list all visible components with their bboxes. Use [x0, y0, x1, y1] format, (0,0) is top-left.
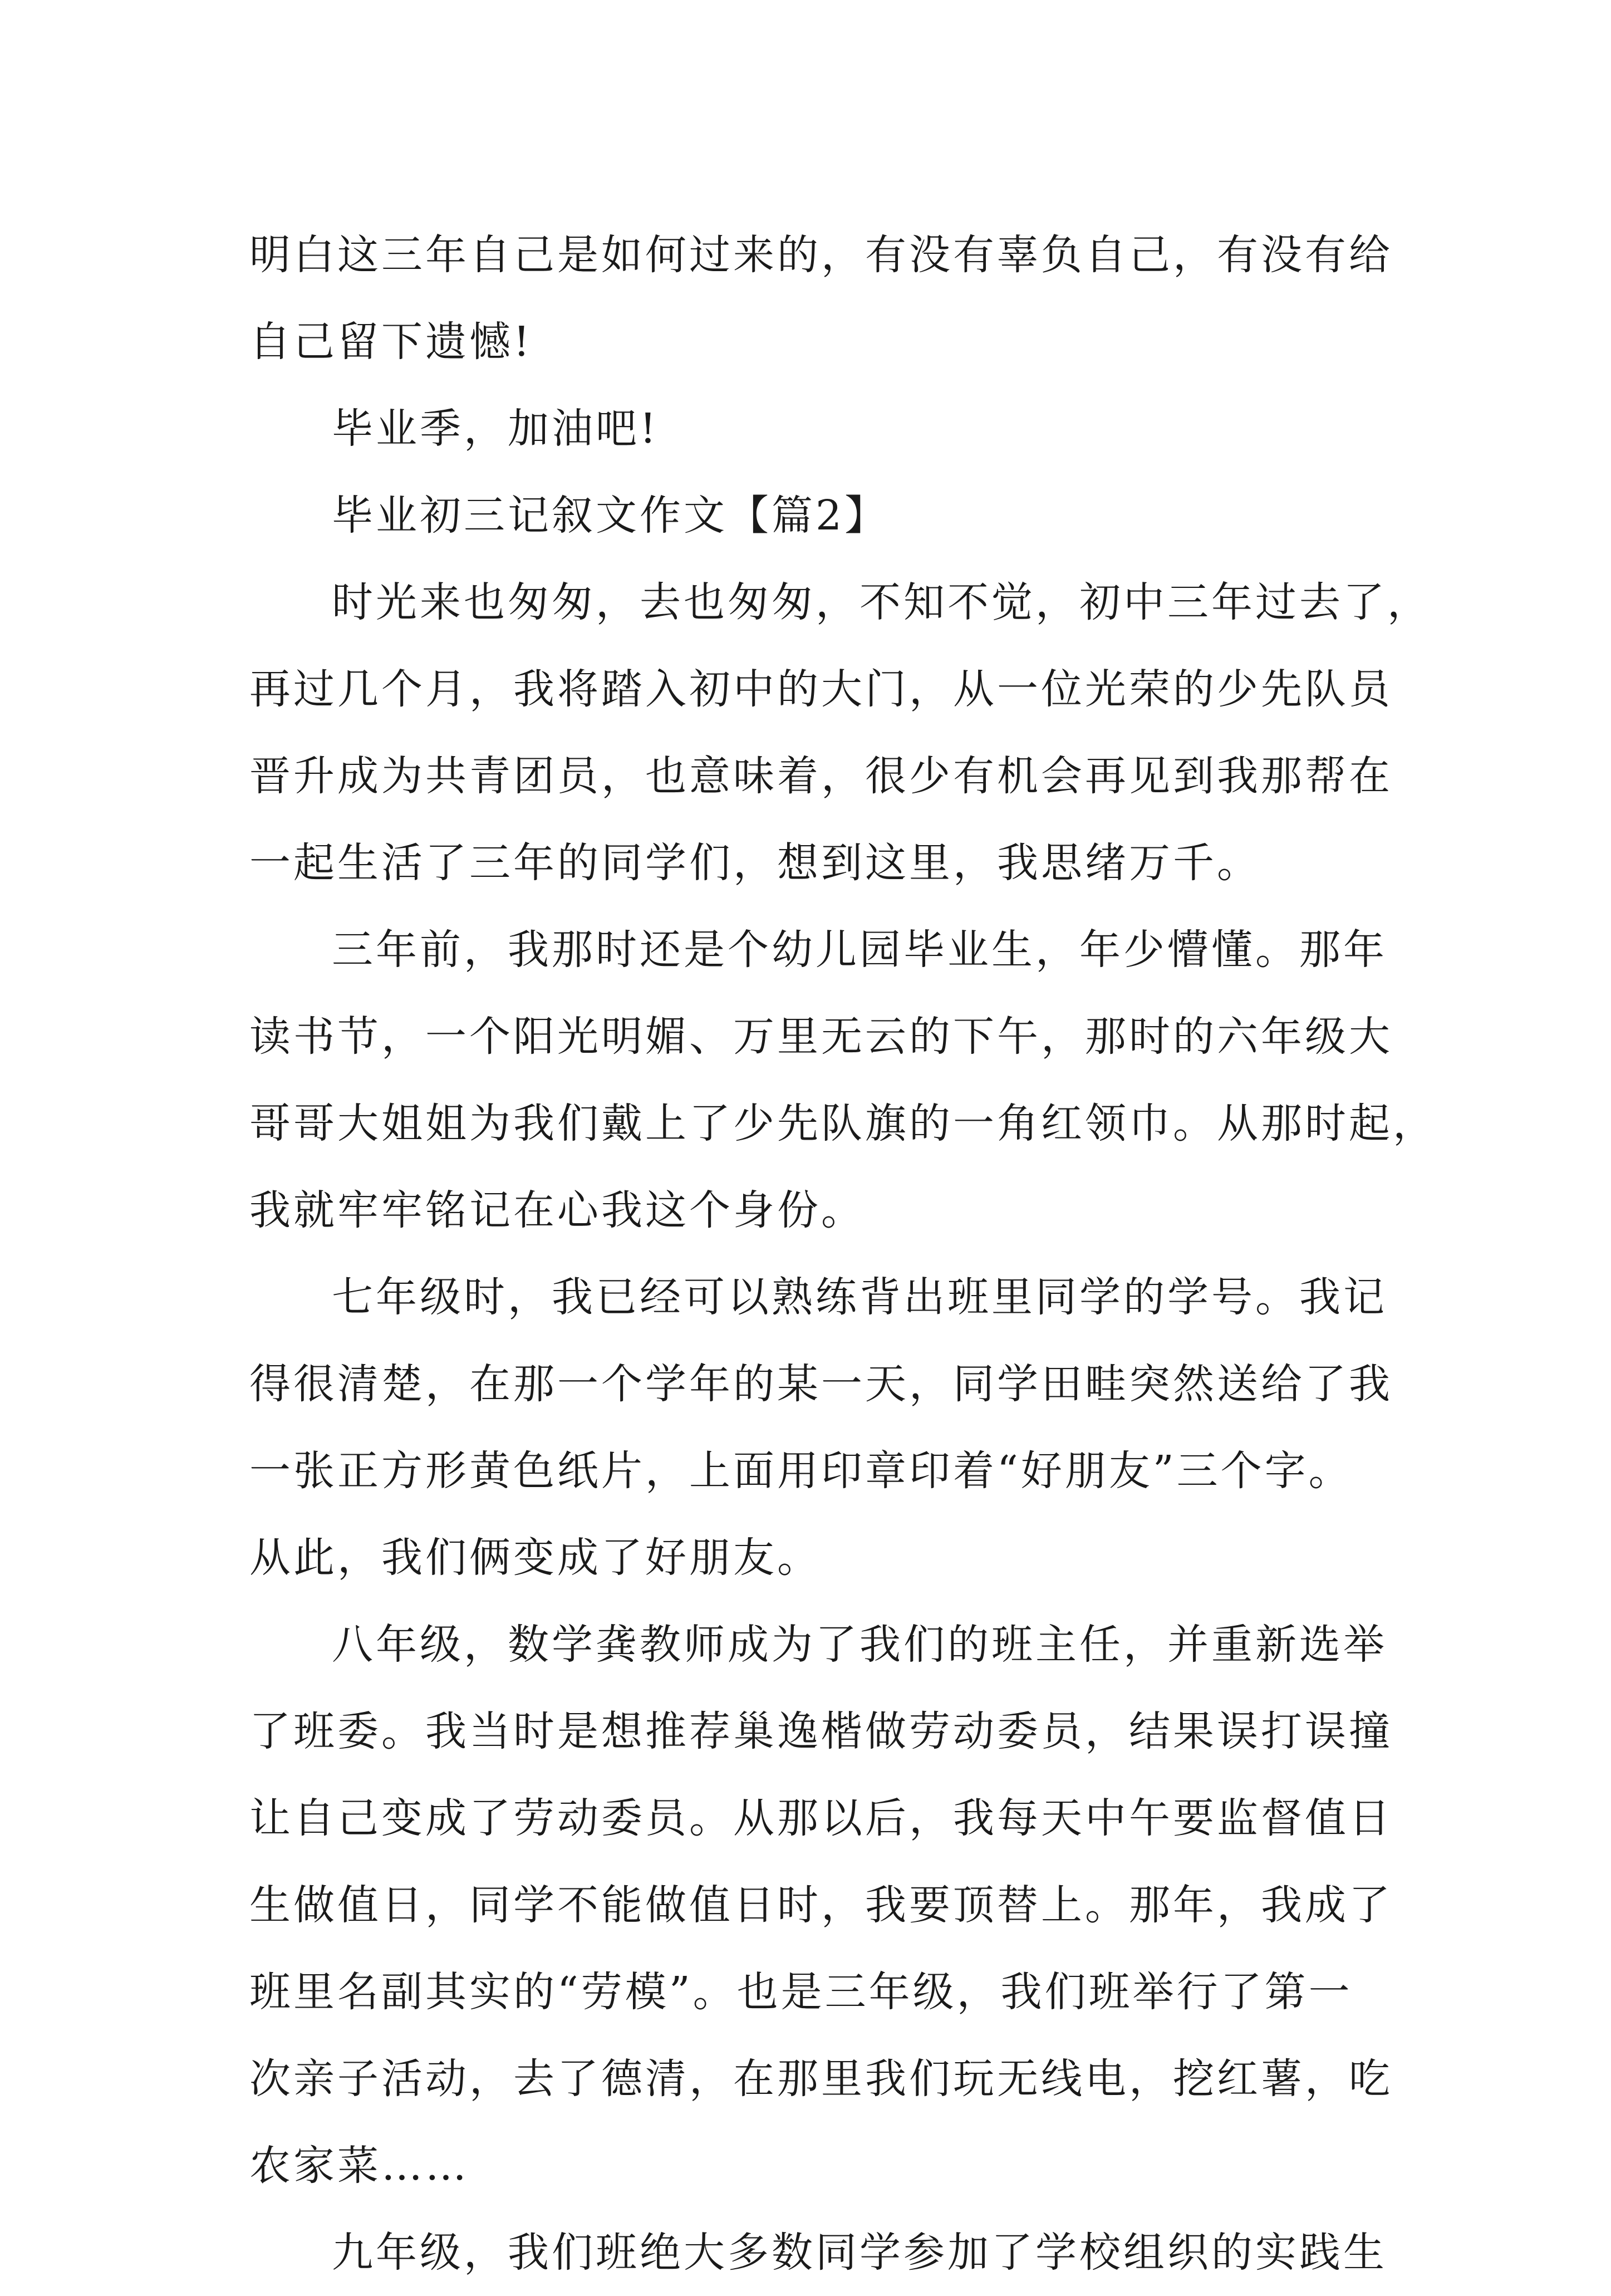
text-line: 哥哥大姐姐为我们戴上了少先队旗的一角红领巾。从那时起，	[249, 1100, 1437, 1147]
text-line: 得很清楚，在那一个学年的某一天，同学田畦突然送给了我	[249, 1360, 1393, 1408]
text-line: 再过几个月，我将踏入初中的大门，从一位光荣的少先队员	[249, 665, 1393, 713]
text-line: 毕业季，加油吧!	[332, 405, 659, 453]
text-line: 一起生活了三年的同学们，想到这里，我思绪万千。	[249, 839, 1261, 887]
document-page	[249, 212, 1437, 2296]
text-line: 九年级，我们班绝大多数同学参加了学校组织的实践生	[332, 2229, 1387, 2277]
text-line: 农家菜……	[249, 2142, 469, 2190]
text-line: 我就牢牢铭记在心我这个身份。	[249, 1186, 865, 1234]
text-line: 班里名副其实的“劳模”。也是三年级，我们班举行了第一	[249, 1968, 1353, 2016]
text-line: 次亲子活动，去了德清，在那里我们玩无线电，挖红薯，吃	[249, 2055, 1393, 2103]
text-line: 明白这三年自己是如何过来的，有没有辜负自己，有没有给	[249, 231, 1393, 279]
section-heading: 毕业初三记叙文作文【篇2】	[332, 492, 889, 539]
text-line: 七年级时，我已经可以熟练背出班里同学的学号。我记	[332, 1273, 1387, 1321]
text-line: 了班委。我当时是想推荐巢逸楷做劳动委员，结果误打误撞	[249, 1708, 1393, 1755]
text-line: 时光来也匆匆，去也匆匆，不知不觉，初中三年过去了，	[332, 578, 1431, 626]
text-line: 生做值日，同学不能做值日时，我要顶替上。那年，我成了	[249, 1881, 1393, 1929]
text-line: 晋升成为共青团员，也意味着，很少有机会再见到我那帮在	[249, 752, 1393, 800]
text-line: 从此，我们俩变成了好朋友。	[249, 1534, 821, 1582]
text-line: 三年前，我那时还是个幼儿园毕业生，年少懵懂。那年	[332, 926, 1387, 974]
text-line: 八年级，数学龚教师成为了我们的班主任，并重新选举	[332, 1621, 1387, 1669]
text-line: 让自己变成了劳动委员。从那以后，我每天中午要监督值日	[249, 1794, 1393, 1842]
text-line: 自己留下遗憾!	[249, 318, 533, 366]
text-line: 读书节，一个阳光明媚、万里无云的下午，那时的六年级大	[249, 1013, 1393, 1061]
text-line: 一张正方形黄色纸片，上面用印章印着“好朋友”三个字。	[249, 1447, 1353, 1495]
